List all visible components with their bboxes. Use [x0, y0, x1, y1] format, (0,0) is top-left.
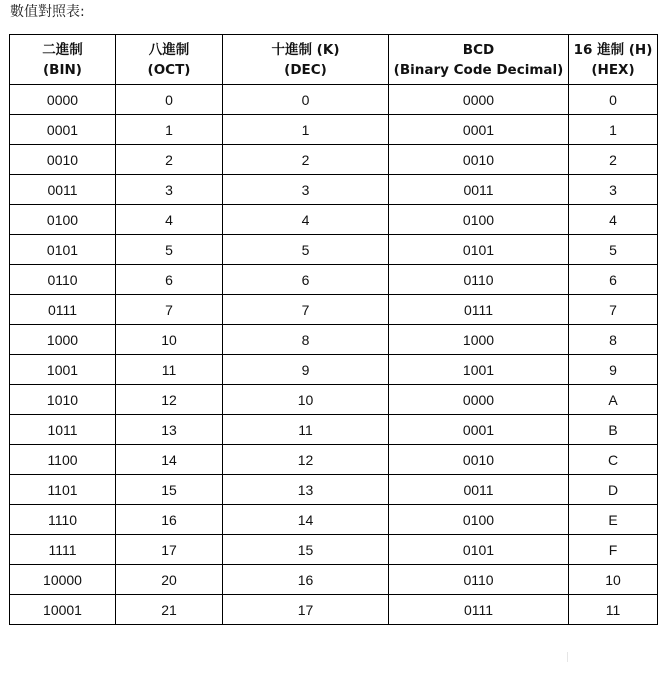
table-row — [10, 325, 658, 355]
header-dec-title: 十進制 (K) — [271, 41, 340, 58]
cell-bcd: 0111 — [389, 595, 569, 625]
cell-hex: E — [569, 505, 658, 535]
cell-hex: 2 — [569, 145, 658, 175]
table-row — [10, 385, 658, 415]
cell-oct: 6 — [116, 265, 223, 295]
table-row — [10, 175, 658, 205]
cell-hex: 4 — [569, 205, 658, 235]
faint-mark — [567, 652, 568, 662]
cell-hex: 10 — [569, 565, 658, 595]
cell-bin: 0111 — [10, 295, 116, 325]
cell-bcd: 0101 — [389, 535, 569, 565]
cell-oct: 16 — [116, 505, 223, 535]
cell-hex: 6 — [569, 265, 658, 295]
cell-bcd: 0011 — [389, 475, 569, 505]
cell-dec: 6 — [223, 265, 389, 295]
cell-hex: 5 — [569, 235, 658, 265]
cell-hex: F — [569, 535, 658, 565]
cell-dec: 8 — [223, 325, 389, 355]
cell-dec: 9 — [223, 355, 389, 385]
table-row — [10, 265, 658, 295]
cell-bin: 0011 — [10, 175, 116, 205]
header-bcd-title: BCD — [462, 41, 495, 58]
cell-bcd: 0100 — [389, 505, 569, 535]
cell-dec: 3 — [223, 175, 389, 205]
cell-oct: 7 — [116, 295, 223, 325]
cell-dec: 1 — [223, 115, 389, 145]
cell-hex: C — [569, 445, 658, 475]
cell-bcd: 0101 — [389, 235, 569, 265]
cell-oct: 1 — [116, 115, 223, 145]
table-row — [10, 205, 658, 235]
cell-bcd: 1000 — [389, 325, 569, 355]
cell-dec: 13 — [223, 475, 389, 505]
cell-dec: 2 — [223, 145, 389, 175]
cell-bcd: 0100 — [389, 205, 569, 235]
cell-bin: 1110 — [10, 505, 116, 535]
cell-hex: 9 — [569, 355, 658, 385]
cell-bcd: 0010 — [389, 145, 569, 175]
cell-bin: 1001 — [10, 355, 116, 385]
cell-oct: 10 — [116, 325, 223, 355]
header-dec — [223, 35, 389, 85]
cell-bin: 1101 — [10, 475, 116, 505]
cell-hex: 1 — [569, 115, 658, 145]
cell-bin: 0001 — [10, 115, 116, 145]
cell-oct: 11 — [116, 355, 223, 385]
cell-bcd: 0110 — [389, 565, 569, 595]
cell-hex: 3 — [569, 175, 658, 205]
cell-dec: 11 — [223, 415, 389, 445]
cell-bcd: 1001 — [389, 355, 569, 385]
table-row — [10, 115, 658, 145]
cell-dec: 10 — [223, 385, 389, 415]
cell-dec: 15 — [223, 535, 389, 565]
cell-bin: 1010 — [10, 385, 116, 415]
cell-bin: 10001 — [10, 595, 116, 625]
header-hex-title: 16 進制 (H) — [573, 41, 653, 58]
cell-oct: 13 — [116, 415, 223, 445]
cell-hex: A — [569, 385, 658, 415]
cell-bin: 1111 — [10, 535, 116, 565]
table-row — [10, 355, 658, 385]
table-row — [10, 85, 658, 115]
cell-hex: 8 — [569, 325, 658, 355]
cell-hex: 7 — [569, 295, 658, 325]
header-bcd-subtitle: (Binary Code Decimal) — [393, 61, 564, 78]
cell-bin: 0101 — [10, 235, 116, 265]
table-row — [10, 415, 658, 445]
cell-bin: 1100 — [10, 445, 116, 475]
cell-bcd: 0001 — [389, 415, 569, 445]
table-row — [10, 475, 658, 505]
cell-oct: 5 — [116, 235, 223, 265]
header-hex — [569, 35, 658, 85]
table-row — [10, 505, 658, 535]
table-header-row — [10, 35, 658, 85]
cell-bcd: 0010 — [389, 445, 569, 475]
cell-dec: 12 — [223, 445, 389, 475]
cell-dec: 0 — [223, 85, 389, 115]
header-oct — [116, 35, 223, 85]
cell-hex: 11 — [569, 595, 658, 625]
number-conversion-table — [9, 34, 658, 625]
cell-dec: 17 — [223, 595, 389, 625]
cell-hex: B — [569, 415, 658, 445]
cell-dec: 5 — [223, 235, 389, 265]
cell-bcd: 0111 — [389, 295, 569, 325]
cell-bcd: 0000 — [389, 385, 569, 415]
cell-oct: 0 — [116, 85, 223, 115]
cell-oct: 20 — [116, 565, 223, 595]
cell-bcd: 0000 — [389, 85, 569, 115]
cell-dec: 16 — [223, 565, 389, 595]
cell-oct: 4 — [116, 205, 223, 235]
cell-bin: 0000 — [10, 85, 116, 115]
cell-bin: 1011 — [10, 415, 116, 445]
header-bin-subtitle: (BIN) — [43, 61, 82, 78]
table-row — [10, 445, 658, 475]
table-caption: 數值對照表: — [10, 4, 85, 20]
cell-dec: 4 — [223, 205, 389, 235]
header-bin-title: 二進制 — [42, 41, 83, 58]
cell-oct: 2 — [116, 145, 223, 175]
cell-oct: 15 — [116, 475, 223, 505]
cell-bcd: 0110 — [389, 265, 569, 295]
cell-bcd: 0001 — [389, 115, 569, 145]
header-oct-title: 八進制 — [148, 41, 190, 58]
header-bin — [10, 35, 116, 85]
table-row — [10, 295, 658, 325]
table-row — [10, 535, 658, 565]
cell-bin: 1000 — [10, 325, 116, 355]
table-row — [10, 145, 658, 175]
header-dec-subtitle: (DEC) — [284, 61, 327, 78]
cell-bin: 0110 — [10, 265, 116, 295]
table-row — [10, 595, 658, 625]
cell-dec: 14 — [223, 505, 389, 535]
cell-bcd: 0011 — [389, 175, 569, 205]
cell-hex: D — [569, 475, 658, 505]
cell-dec: 7 — [223, 295, 389, 325]
cell-oct: 3 — [116, 175, 223, 205]
cell-bin: 0010 — [10, 145, 116, 175]
cell-oct: 12 — [116, 385, 223, 415]
header-hex-subtitle: (HEX) — [591, 61, 635, 78]
cell-oct: 17 — [116, 535, 223, 565]
header-bcd — [389, 35, 569, 85]
table-body — [10, 85, 658, 625]
header-oct-subtitle: (OCT) — [147, 61, 191, 78]
table-row — [10, 235, 658, 265]
cell-oct: 21 — [116, 595, 223, 625]
cell-oct: 14 — [116, 445, 223, 475]
cell-bin: 0100 — [10, 205, 116, 235]
table-row — [10, 565, 658, 595]
cell-hex: 0 — [569, 85, 658, 115]
cell-bin: 10000 — [10, 565, 116, 595]
